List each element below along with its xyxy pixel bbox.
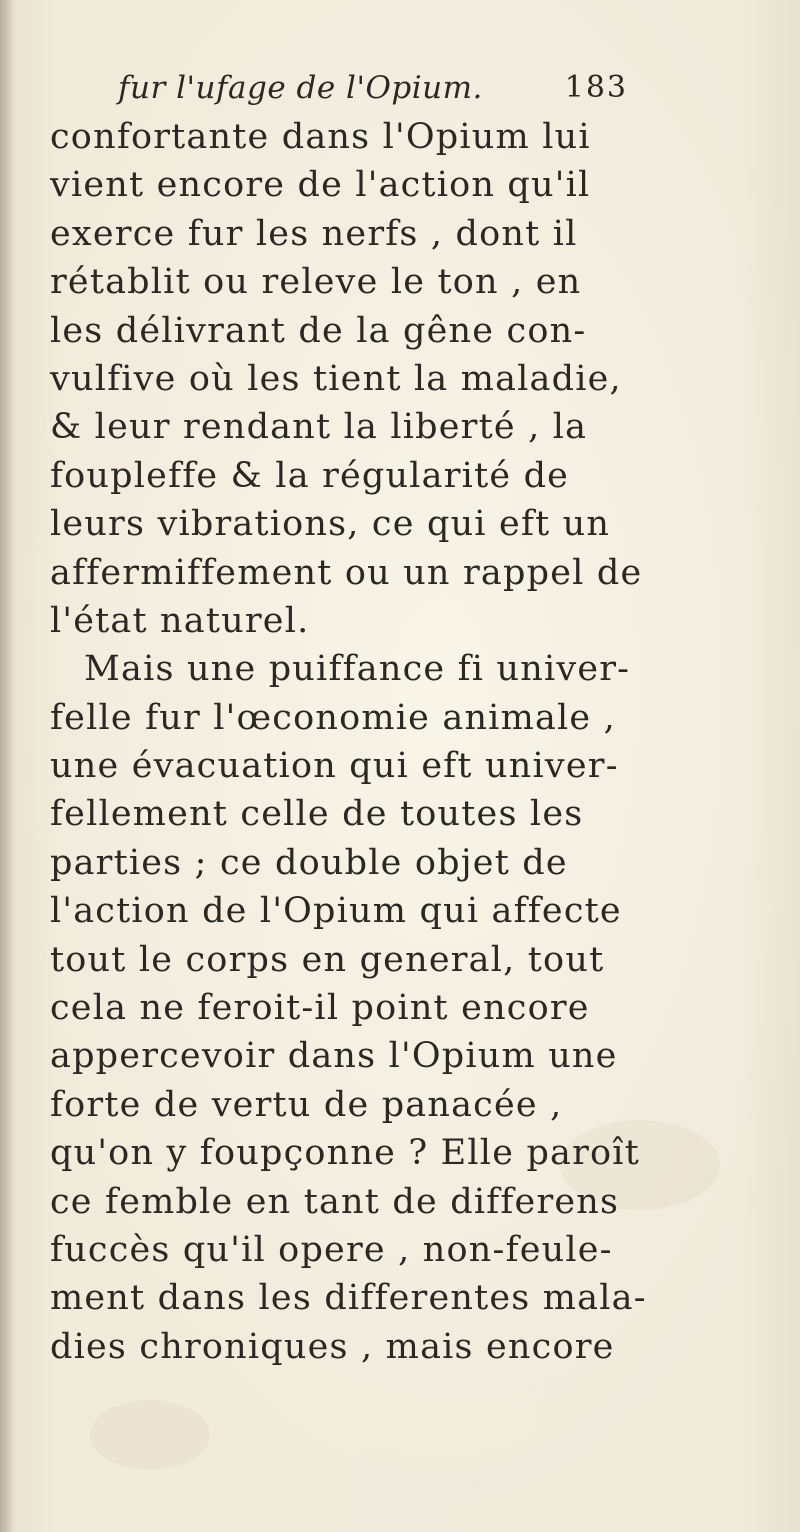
- text-line: fellement celle de toutes les: [50, 794, 584, 835]
- text-line: tout le corps en general, tout: [50, 939, 605, 980]
- page-number: 183: [564, 70, 628, 105]
- gutter-shadow: [0, 0, 14, 1532]
- text-line: vulfive où les tient la maladie,: [50, 358, 622, 399]
- text-line: parties ; ce double objet de: [50, 842, 568, 883]
- text-line: confortante dans l'Opium lui: [50, 117, 591, 157]
- text-line: les délivrant de la gêne con-: [50, 310, 587, 351]
- text-line: fuccès qu'il opere , non-feule-: [50, 1229, 613, 1270]
- text-line: dies chroniques , mais encore: [50, 1326, 615, 1367]
- paper-stain: [90, 1400, 210, 1470]
- text-line: affermiffement ou un rappel de: [50, 552, 643, 593]
- text-line: & leur rendant la liberté , la: [50, 407, 588, 448]
- text-line: appercevoir dans l'Opium une: [50, 1036, 618, 1077]
- paragraph-start-line: Mais une puiffance fi univer-: [84, 649, 631, 690]
- text-line: ce femble en tant de differens: [50, 1181, 620, 1222]
- text-line: qu'on y foupçonne ? Elle paroît: [50, 1133, 640, 1174]
- body-text: [50, 113, 740, 1371]
- text-line: forte de vertu de panacée ,: [50, 1084, 563, 1125]
- text-line: une évacuation qui eft univer-: [50, 746, 619, 787]
- text-line: vient encore de l'action qu'il: [50, 165, 591, 206]
- text-line: cela ne feroit-il point encore: [50, 988, 590, 1029]
- text-line: l'action de l'Opium qui affecte: [50, 891, 622, 932]
- text-line: ment dans les differentes mala-: [50, 1278, 647, 1319]
- paragraph-end-line: l'état naturel.: [50, 600, 310, 641]
- text-line: foupleffe & la régularité de: [50, 455, 570, 496]
- running-head: [118, 70, 628, 114]
- text-line: exerce fur les nerfs , dont il: [50, 213, 578, 254]
- running-title: fur l'ufage de l'Opium.: [118, 70, 483, 106]
- text-line: leurs vibrations, ce qui eft un: [50, 504, 611, 545]
- text-line: felle fur l'œconomie animale ,: [50, 697, 616, 738]
- text-line: rétablit ou releve le ton , en: [50, 262, 582, 303]
